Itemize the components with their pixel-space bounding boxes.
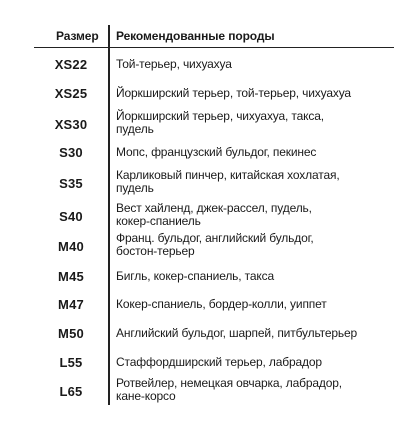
breed-cell: Вест хайленд, джек-рассел, пудель, кокер-спаниель [116, 201, 312, 228]
size-cell: S40 [59, 209, 83, 224]
size-cell: XS30 [54, 117, 88, 132]
size-cell: XS25 [54, 86, 88, 101]
breed-cell: Кокер-спаниель, бордер-колли, уиппет [116, 297, 327, 311]
breed-cell: Английский бульдог, шарпей, питбультерьер [116, 326, 358, 340]
breed-cell: Франц. бульдог, английский бульдог, бостон-терьер [116, 231, 314, 258]
breed-cell: Стаффордширский терьер, лабрадор [116, 355, 322, 369]
header-size: Размер [56, 29, 99, 43]
breed-cell: Ротвейлер, немецкая овчарка, лабрадор, кане-корсо [116, 376, 342, 403]
size-cell: S35 [59, 176, 83, 191]
size-cell: M45 [58, 269, 84, 284]
breed-cell: Бигль, кокер-спаниель, такса [116, 269, 274, 283]
size-cell: S30 [59, 145, 83, 160]
breed-cell: Йоркширский терьер, той-терьер, чихуахуа [116, 86, 351, 100]
size-cell: L65 [59, 384, 83, 399]
breed-cell: Йоркширский терьер, чихуахуа, такса, пудель [116, 109, 324, 136]
size-table [34, 25, 394, 403]
breed-cell: Карликовый пинчер, китайская хохлатая, пудель [116, 168, 340, 195]
breed-cell: Той-терьер, чихуахуа [116, 57, 232, 71]
size-cell: M50 [58, 326, 84, 341]
size-cell: M40 [58, 239, 84, 254]
breed-cell: Мопс, французский бульдог, пекинес [116, 145, 317, 159]
header-breeds: Рекомендованные породы [116, 29, 275, 43]
table-header [34, 25, 394, 48]
size-cell: L55 [59, 355, 83, 370]
size-cell: M47 [58, 297, 84, 312]
column-divider [108, 25, 110, 405]
size-cell: XS22 [54, 57, 88, 72]
